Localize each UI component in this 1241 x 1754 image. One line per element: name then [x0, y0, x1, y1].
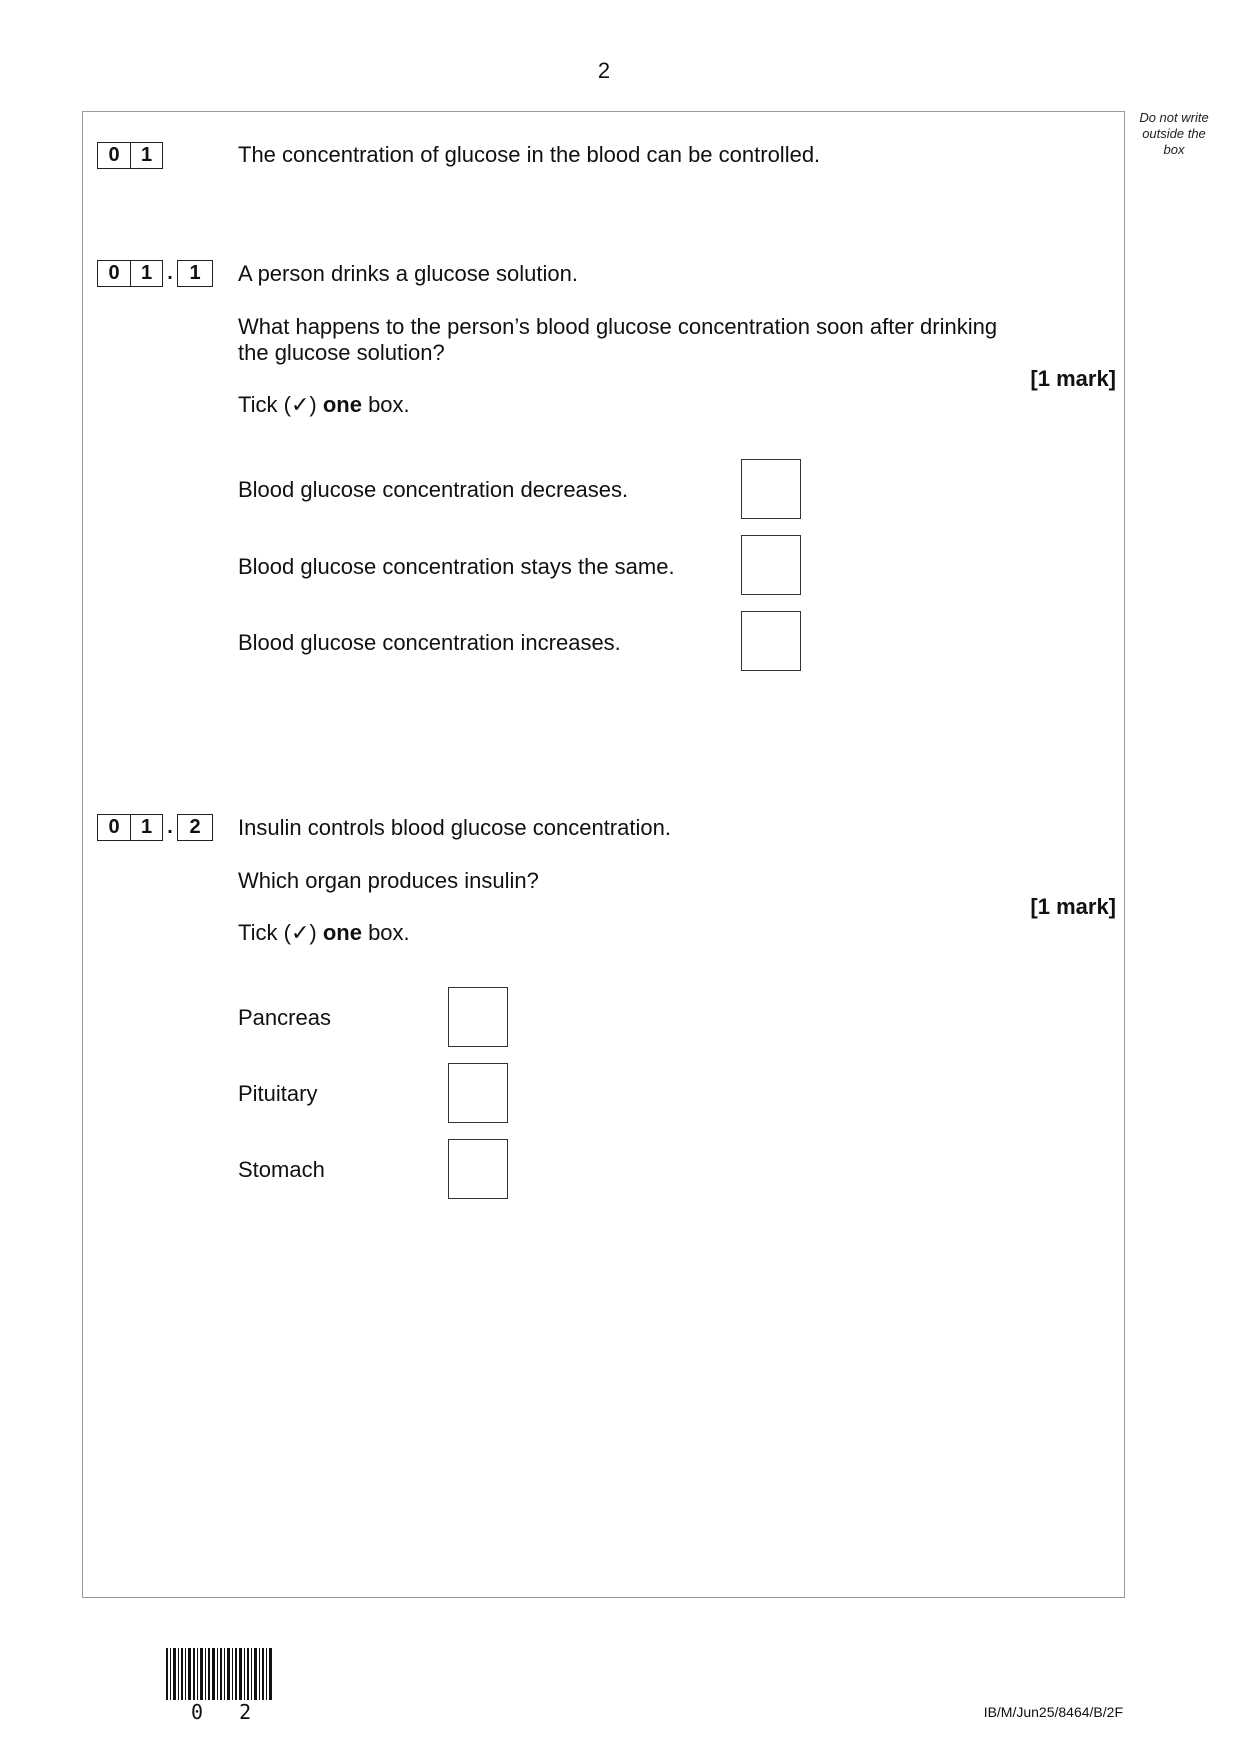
question-subpart: 1	[177, 260, 213, 287]
question-01-1-intro: A person drinks a glucose solution.	[238, 261, 578, 286]
paper-reference: IB/M/Jun25/8464/B/2F	[983, 1704, 1123, 1720]
barcode-number: 0 2	[191, 1700, 264, 1724]
barcode	[166, 1648, 276, 1700]
question-digit: 0	[108, 143, 120, 166]
margin-note-line: Do not write	[1139, 110, 1209, 125]
tick-box-pancreas[interactable]	[448, 987, 508, 1047]
question-digit: 0	[108, 261, 120, 284]
page-number: 2	[597, 58, 611, 83]
mark-allocation: [1 mark]	[1030, 366, 1116, 391]
question-digit: 1	[130, 143, 162, 168]
tick-box-increases[interactable]	[741, 611, 801, 671]
tick-instruction: Tick (✓) one box.	[238, 920, 410, 945]
tick-box-stomach[interactable]	[448, 1139, 508, 1199]
question-01-2-prompt: Which organ produces insulin?	[238, 868, 539, 893]
margin-note-line: outside the	[1142, 126, 1206, 141]
margin-note	[1130, 110, 1218, 158]
mark-allocation: [1 mark]	[1030, 894, 1116, 919]
question-01-1-prompt-line-2: the glucose solution?	[238, 340, 445, 365]
option-label: Blood glucose concentration increases.	[238, 630, 621, 655]
question-number-01-1: 0 1 . 1	[97, 259, 213, 287]
margin-note-line: box	[1163, 142, 1185, 157]
question-subpart: 2	[177, 814, 213, 841]
question-digit: 1	[130, 815, 162, 840]
option-label: Stomach	[238, 1157, 325, 1182]
question-01-stem: The concentration of glucose in the blood can be controlled.	[238, 142, 821, 167]
option-label: Blood glucose concentration stays the same.	[238, 554, 675, 579]
question-digit: 1	[130, 261, 162, 286]
tick-box-stays-same[interactable]	[741, 535, 801, 595]
question-number-01	[97, 141, 163, 169]
question-number-01-2: 0 1 . 2	[97, 813, 213, 841]
option-label: Pituitary	[238, 1081, 318, 1106]
option-label: Blood glucose concentration decreases.	[238, 477, 629, 502]
tick-box-decreases[interactable]	[741, 459, 801, 519]
option-label: Pancreas	[238, 1005, 331, 1030]
question-01-1-prompt-line-1: What happens to the person’s blood glucose concentration soon after drinking	[238, 314, 998, 339]
tick-instruction: Tick (✓) one box.	[238, 392, 410, 417]
tick-box-pituitary[interactable]	[448, 1063, 508, 1123]
question-01-2-intro: Insulin controls blood glucose concentration.	[238, 815, 671, 840]
question-digit: 0	[108, 815, 120, 838]
